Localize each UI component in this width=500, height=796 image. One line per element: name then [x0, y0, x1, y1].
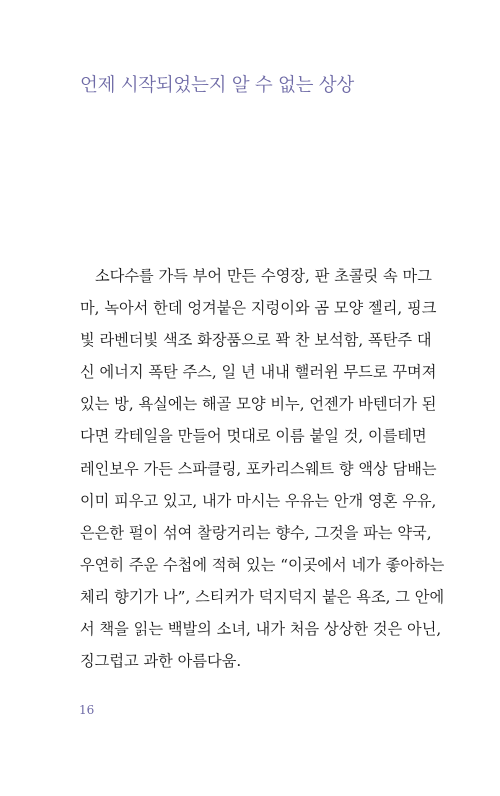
body-line: 마, 녹아서 한데 엉겨붙은 지렁이와 곰 모양 젤리, 핑크: [80, 299, 437, 318]
body-line: 징그럽고 과한 아름다움.: [80, 652, 242, 671]
body-line: 다면 칵테일을 만들어 멋대로 이름 붙일 것, 이를테면: [80, 427, 427, 446]
body-line: 빛 라벤더빛 색조 화장품으로 꽉 찬 보석함, 폭탄주 대: [80, 331, 432, 350]
body-line: 신 에너지 폭탄 주스, 일 년 내내 핼러윈 무드로 꾸며져: [80, 363, 437, 382]
body-line: 이미 피우고 있고, 내가 마시는 우유는 안개 영혼 우유,: [80, 491, 437, 510]
chapter-title: 언제 시작되었는지 알 수 없는 상상: [80, 75, 354, 96]
page-number: 16: [79, 703, 95, 717]
body-line: 우연히 주운 수첩에 적혀 있는 “이곳에서 네가 좋아하는: [80, 555, 445, 574]
body-line: 체리 향기가 나”, 스티커가 덕지덕지 붙은 욕조, 그 안에: [80, 587, 445, 606]
body-paragraph: [80, 260, 445, 677]
body-line: 서 책을 읽는 백발의 소녀, 내가 처음 상상한 것은 아닌,: [80, 620, 442, 639]
body-line: 있는 방, 욕실에는 해골 모양 비누, 언젠가 바텐더가 된: [80, 395, 437, 414]
body-line: 레인보우 가든 스파클링, 포카리스웨트 향 액상 담배는: [80, 459, 437, 478]
body-line: 소다수를 가득 부어 만든 수영장, 판 초콜릿 속 마그: [95, 267, 432, 285]
body-line: 은은한 펄이 섞여 찰랑거리는 향수, 그것을 파는 약국,: [80, 523, 432, 542]
